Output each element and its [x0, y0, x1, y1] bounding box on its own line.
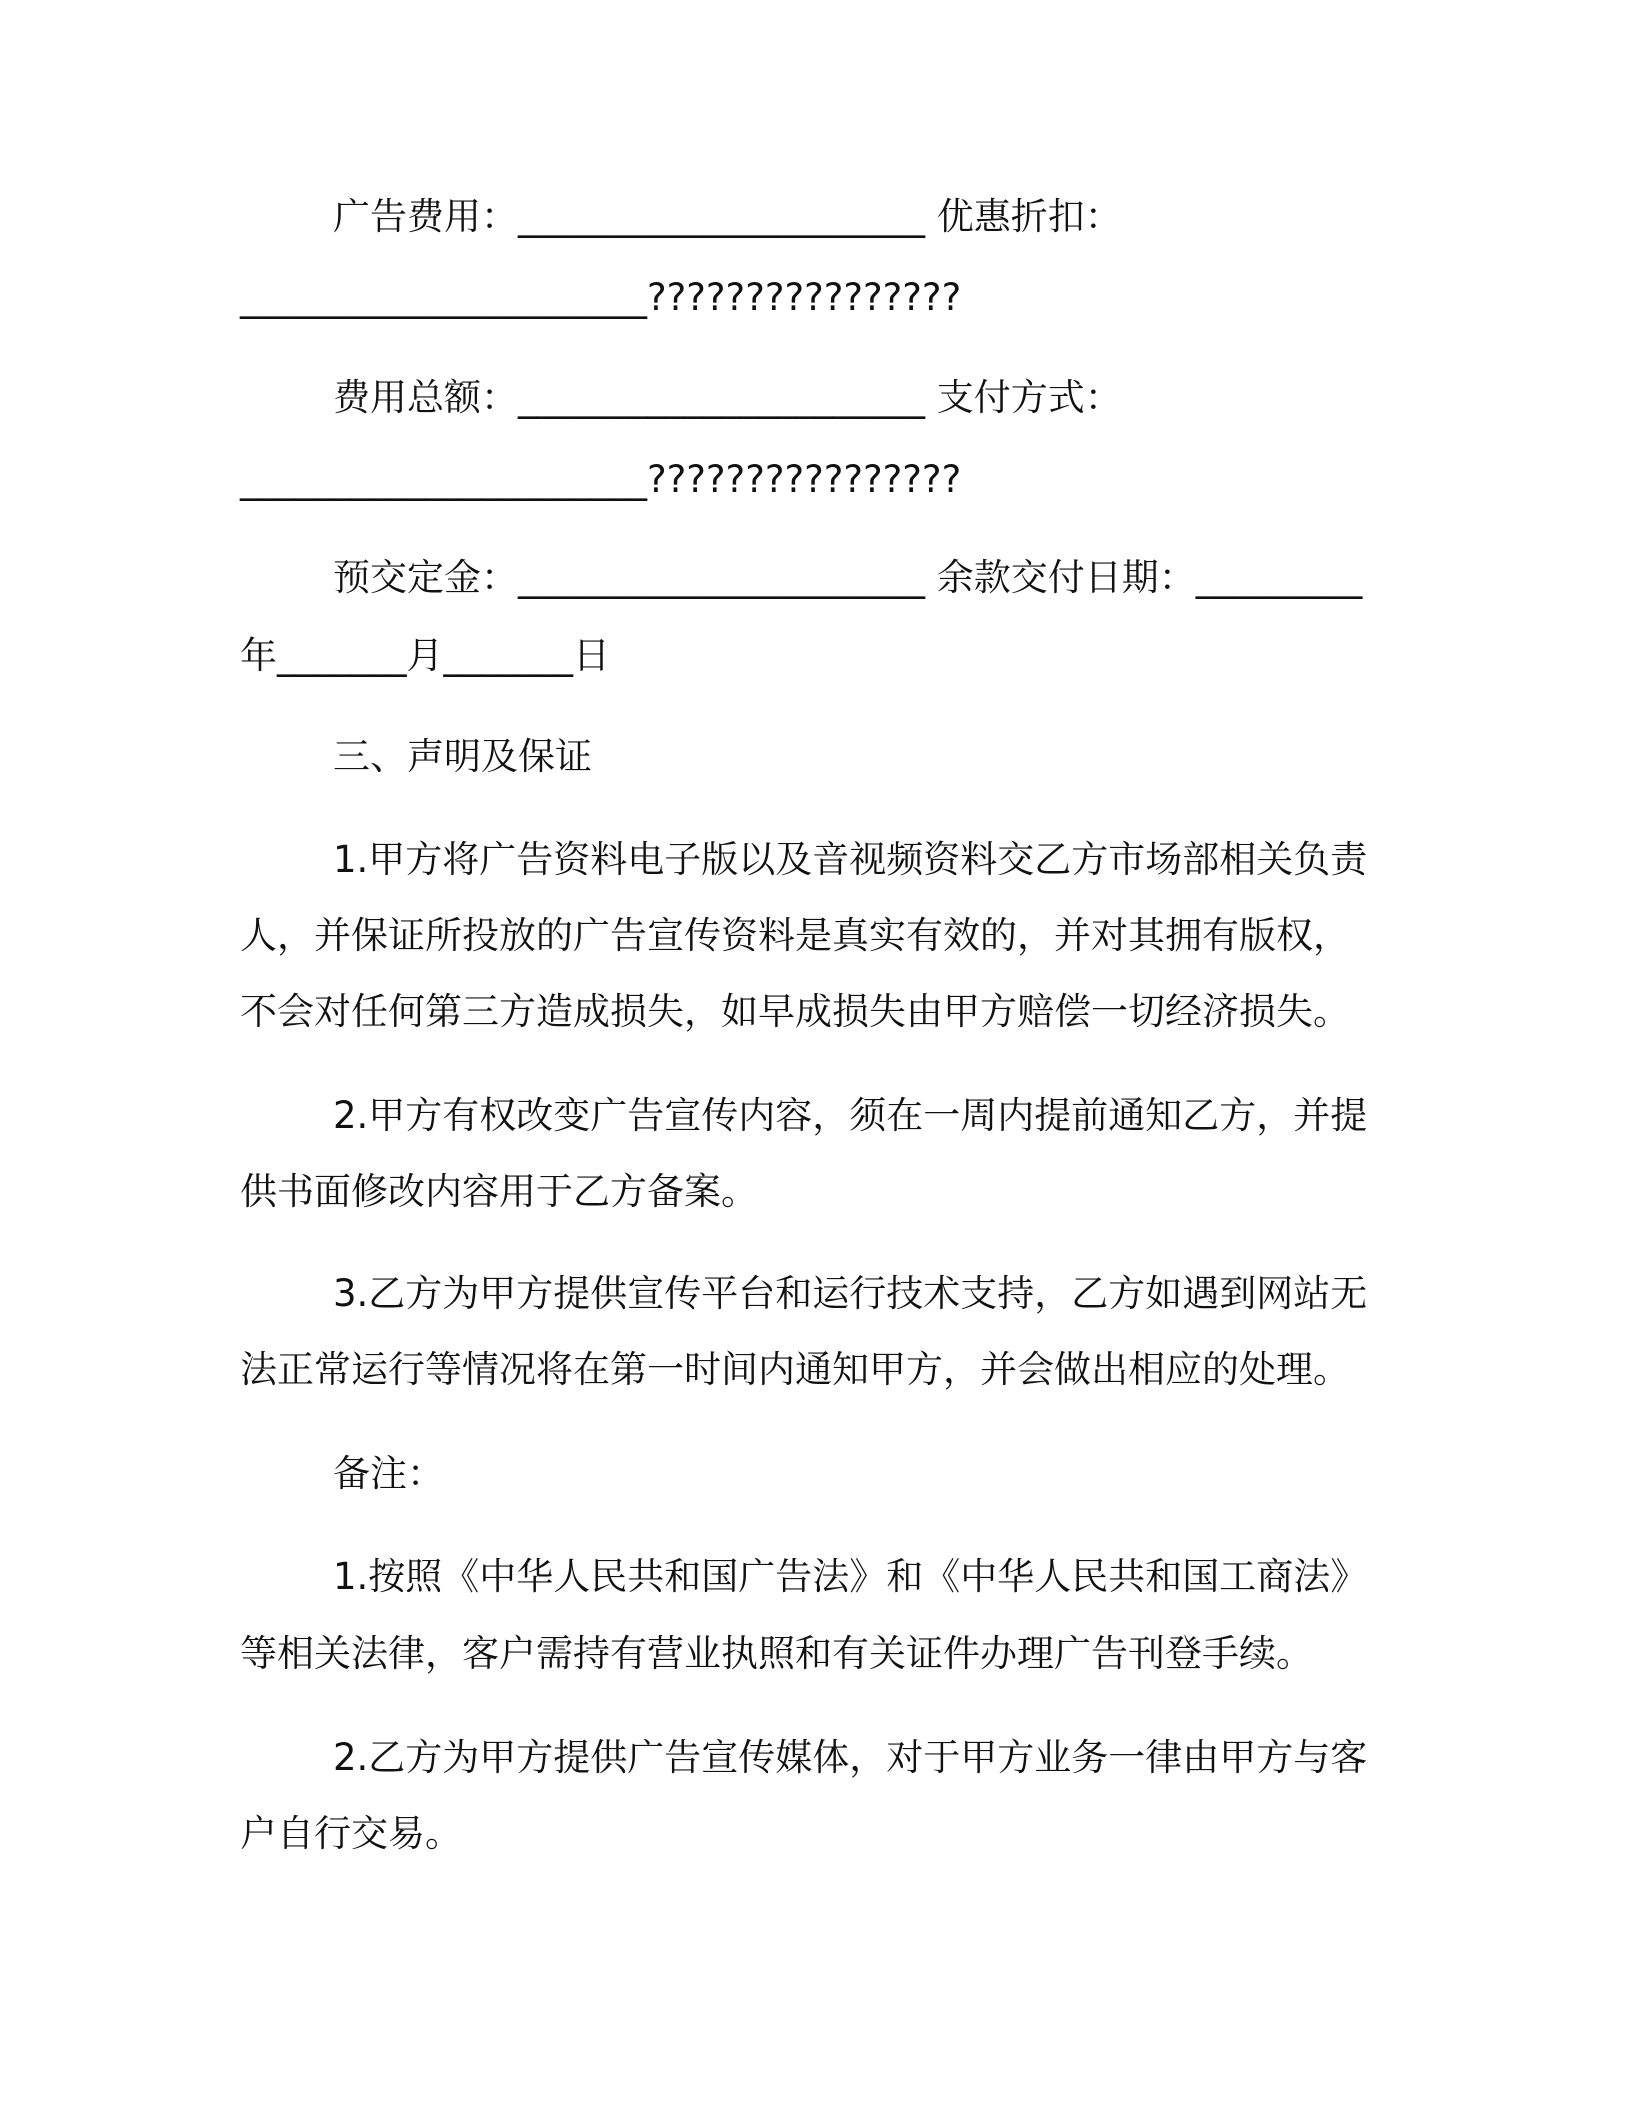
paragraph-line: 人，并保证所投放的广告宣传资料是真实有效的，并对其拥有版权， — [240, 914, 1350, 957]
fee-line-date: 年_______月_______日 — [240, 634, 610, 677]
fee-line-discount-blank: ______________________???????????????? — [240, 276, 962, 319]
fee-line-payment-blank: ______________________???????????????? — [240, 458, 962, 501]
paragraph-line: 3.乙方为甲方提供宣传平台和运行技术支持，乙方如遇到网站无 — [333, 1272, 1368, 1315]
paragraph-line: 户自行交易。 — [240, 1812, 462, 1855]
fee-line-total: 费用总额：______________________ 支付方式： — [333, 376, 1122, 419]
paragraph-line: 法正常运行等情况将在第一时间内通知甲方，并会做出相应的处理。 — [240, 1348, 1350, 1391]
paragraph-line: 1.甲方将广告资料电子版以及音视频资料交乙方市场部相关负责 — [333, 838, 1368, 881]
paragraph-line: 2.甲方有权改变广告宣传内容，须在一周内提前通知乙方，并提 — [333, 1094, 1368, 1137]
paragraph-line: 等相关法律，客户需持有营业执照和有关证件办理广告刊登手续。 — [240, 1632, 1313, 1675]
paragraph-line: 不会对任何第三方造成损失，如早成损失由甲方赔偿一切经济损失。 — [240, 990, 1350, 1033]
fee-line-deposit: 预交定金：______________________ 余款交付日期：_________ — [333, 556, 1363, 599]
paragraph-line: 供书面修改内容用于乙方备案。 — [240, 1170, 758, 1213]
notes-heading: 备注： — [333, 1452, 444, 1495]
paragraph-line: 1.按照《中华人民共和国广告法》和《中华人民共和国工商法》 — [333, 1555, 1368, 1598]
paragraph-line: 2.乙方为甲方提供广告宣传媒体，对于甲方业务一律由甲方与客 — [333, 1736, 1368, 1779]
section-heading: 三、声明及保证 — [333, 735, 592, 778]
fee-line-ad-cost: 广告费用：______________________ 优惠折扣： — [333, 195, 1122, 238]
